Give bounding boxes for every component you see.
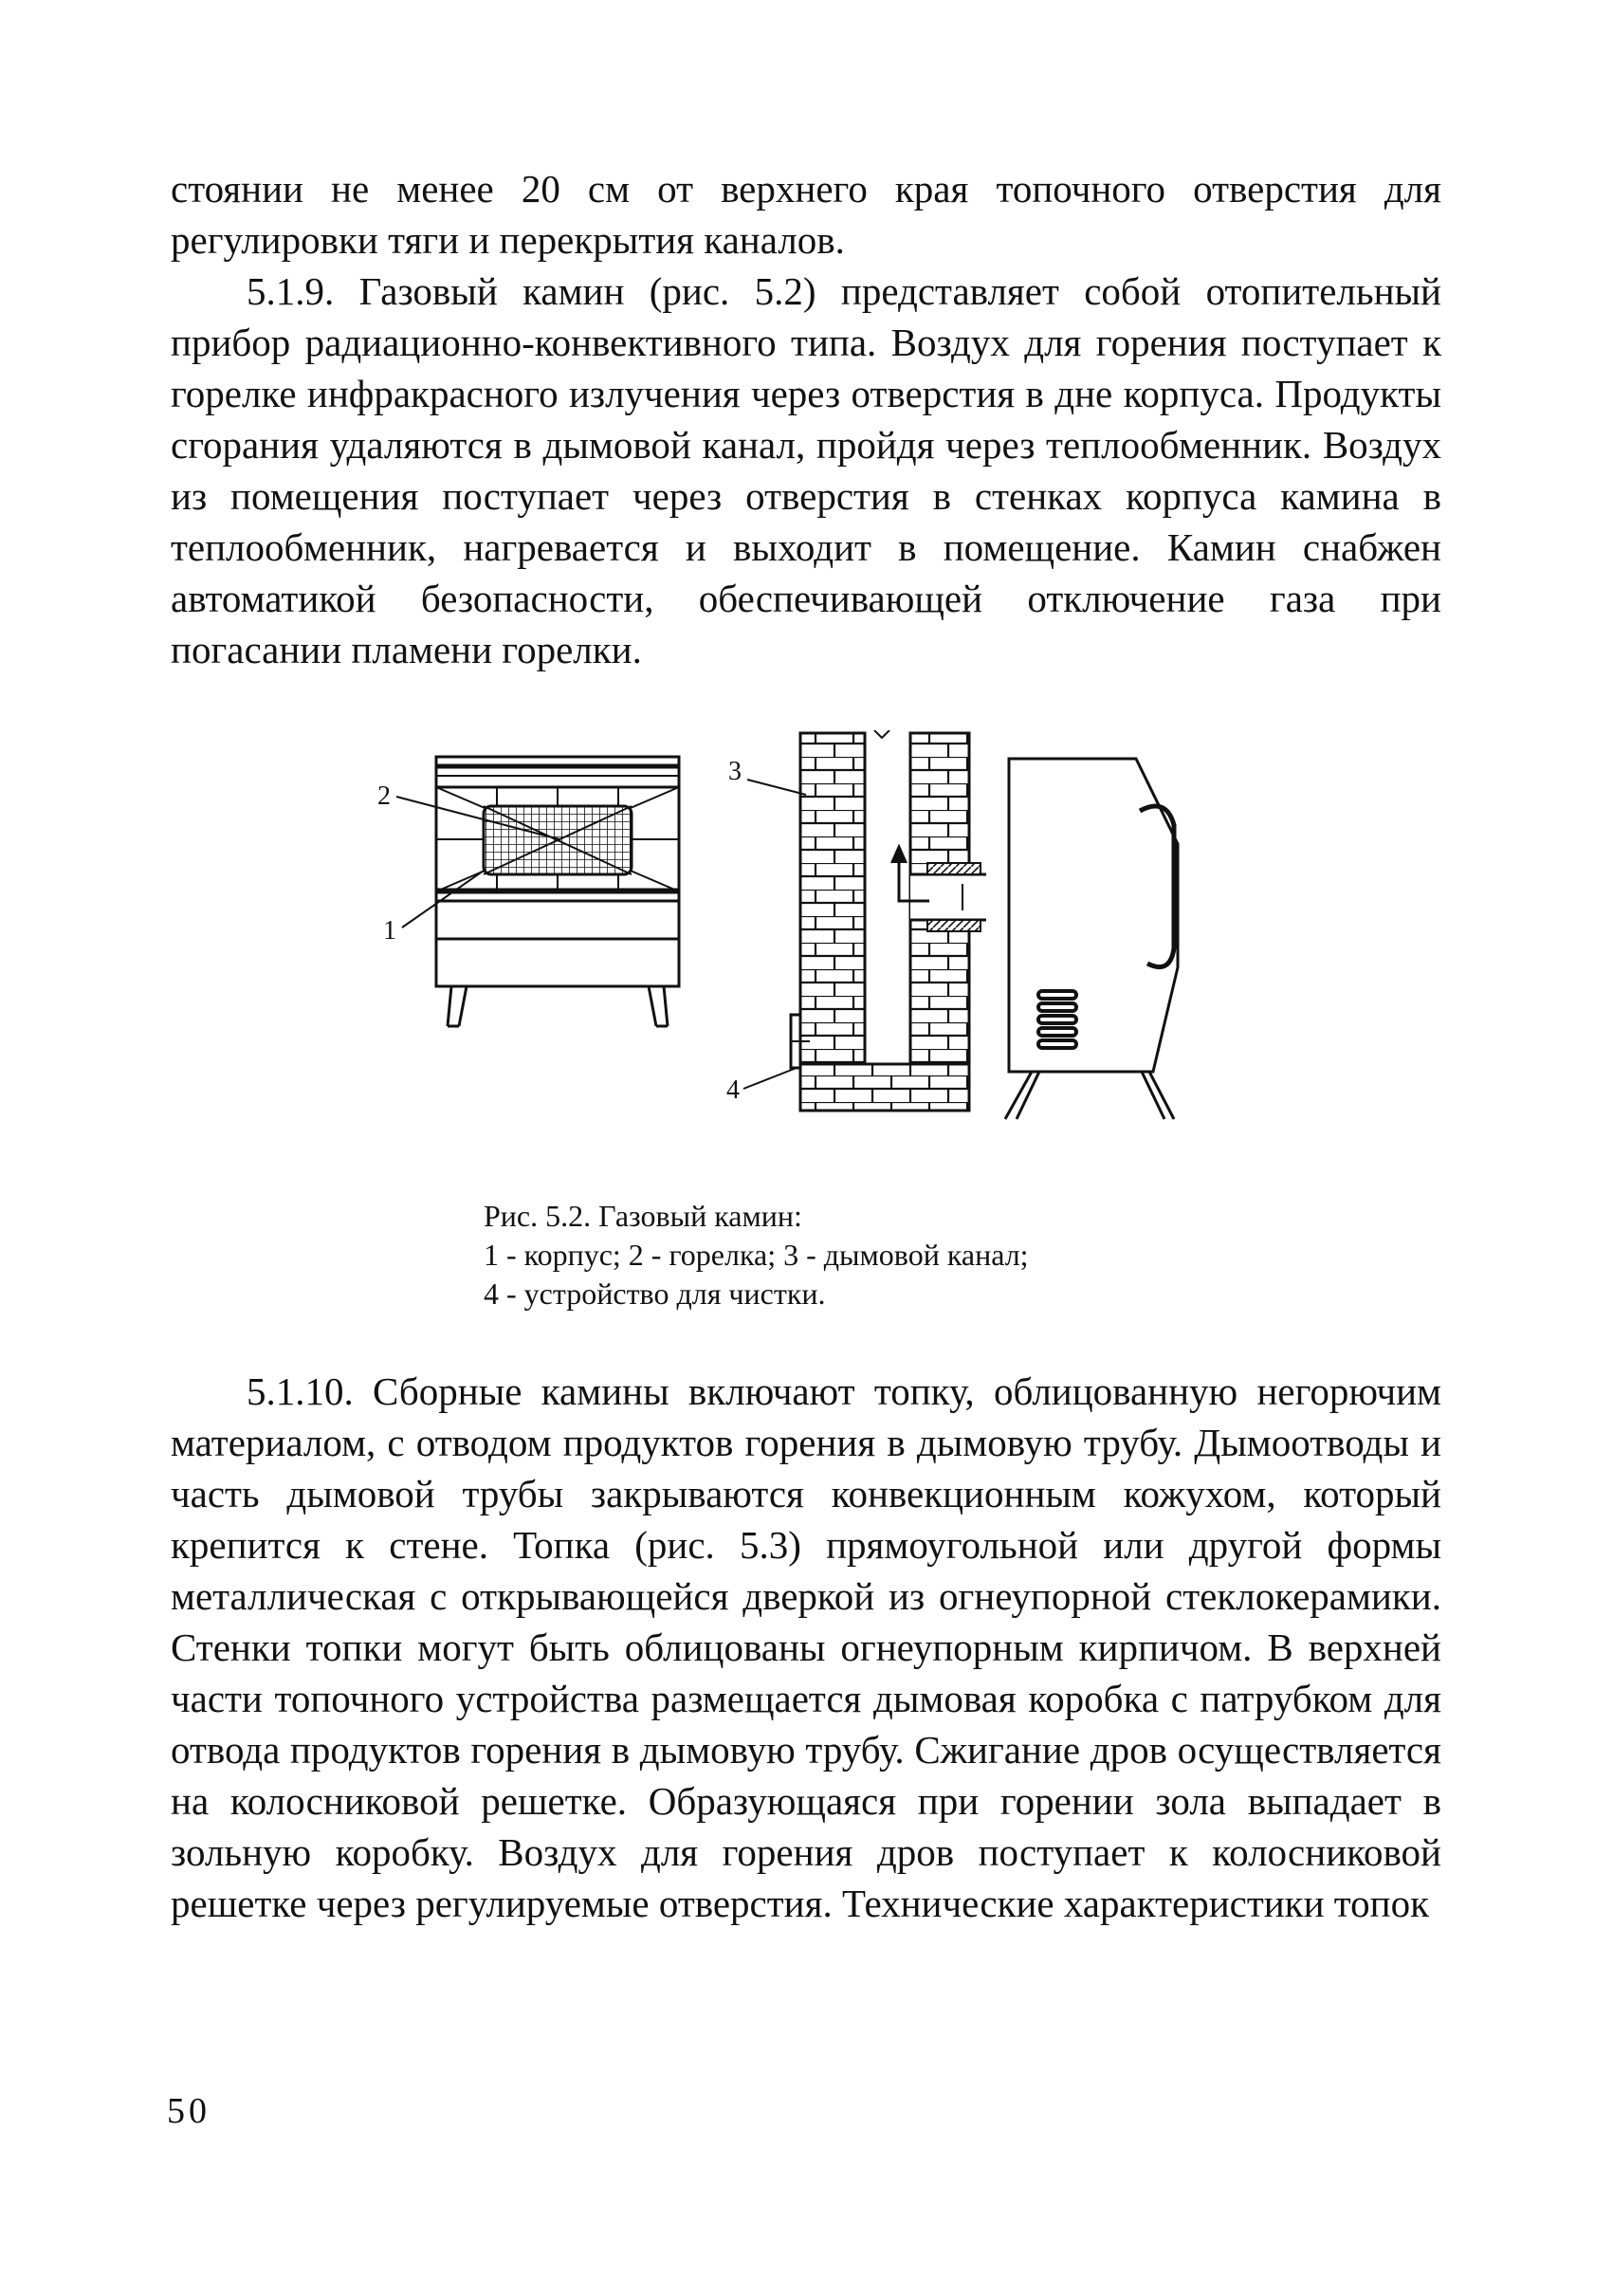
- caption-line-2: 1 - корпус; 2 - горелка; 3 - дымовой канал;: [484, 1238, 1029, 1272]
- chimney-section: [791, 730, 986, 1111]
- figure-caption: [484, 1197, 1242, 1313]
- paragraph-continuation: стоянии не менее 20 см от верхнего края топочного отверстия для регулировки тяги и перекрытия каналов.: [171, 167, 1441, 262]
- figure-gas-fireplace: [341, 730, 1309, 1138]
- caption-line-1: Рис. 5.2. Газовый камин:: [484, 1199, 802, 1233]
- page-number: 50: [167, 2091, 211, 2131]
- label-3: 3: [728, 757, 742, 786]
- label-2: 2: [377, 781, 391, 811]
- label-4: 4: [726, 1075, 740, 1105]
- paragraph-5-1-9: 5.1.9. Газовый камин (рис. 5.2) представляет собой отопительный прибор радиационно-конвективного типа. Воздух для горения поступает к горелке инфракрасного излучения через отверстия в дне корпуса. Продукты сгорания удаляются в дымовой канал, пройдя через теплообменник. Воздух из помещения поступает через отверстия в стенках корпуса камина в теплообменник, нагревается и выходит в помещение. Камин снабжен автоматикой безопасности, обеспечивающей отключение газа при погасании пламени горелки.: [171, 269, 1441, 671]
- caption-line-3: 4 - устройство для чистки.: [484, 1277, 826, 1311]
- side-view: [1005, 759, 1178, 1119]
- label-1: 1: [383, 916, 396, 946]
- paragraph-5-1-10: 5.1.10. Сборные камины включают топку, облицованную негорючим материалом, с отводом продуктов горения в дымовую трубу. Дымоотводы и часть дымовой трубы закрываются конвекционным кожухом, который крепится к стене. Топка (рис. 5.3) прямоугольной или другой формы металлическая с открывающейся дверкой из огнеупорной стеклокерамики. Стенки топки могут быть облицованы огнеупорным кирпичом. В верхней части топочного устройства размещается дымовая коробка с патрубком для отвода продуктов горения в дымовую трубу. Сжигание дров осуществляется на колосниковой решетке. Образующаяся при горении зола выпадает в зольную коробку. Воздух для горения дров поступает к колосниковой решетке через регулируемые отверстия. Технические характеристики топок: [171, 1369, 1441, 1925]
- gas-fireplace-drawing: [341, 730, 1309, 1138]
- front-view: [436, 757, 679, 1026]
